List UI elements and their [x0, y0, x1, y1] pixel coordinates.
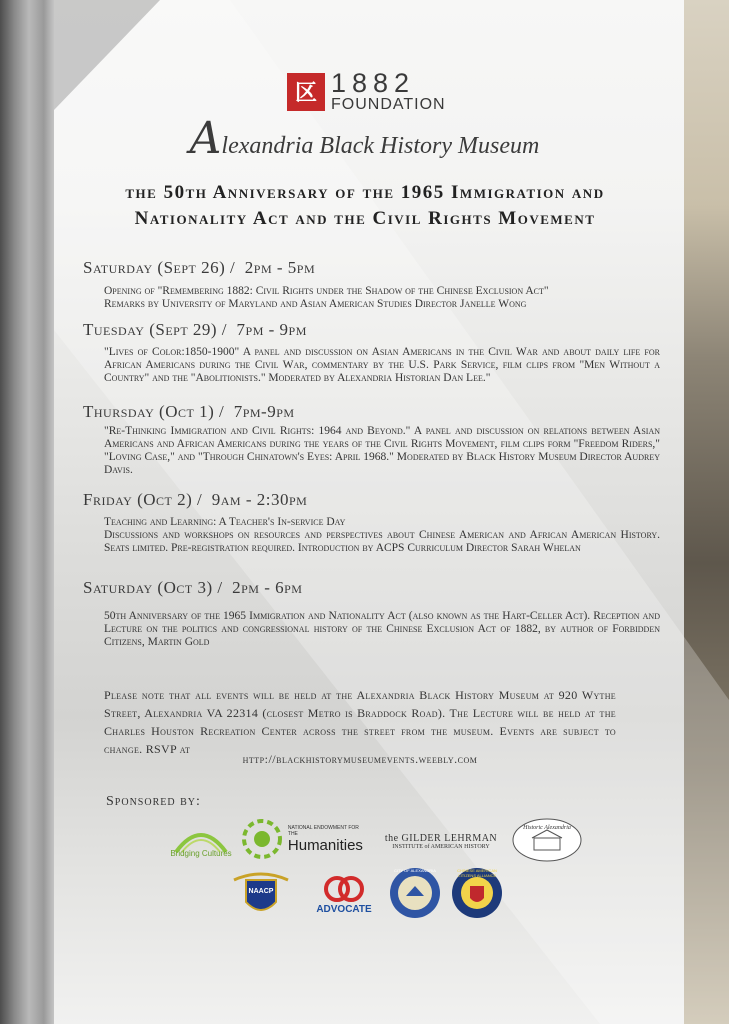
- museum-title-initial: A: [189, 113, 222, 164]
- event-1-day: Saturday (Sept 26) /: [83, 258, 236, 277]
- event-2-body: [104, 346, 660, 385]
- event-2-day: Tuesday (Sept 29) /: [83, 320, 228, 339]
- event-1-time: 2pm - 5pm: [244, 258, 316, 277]
- city-seal-icon: [388, 866, 442, 920]
- event-5-day: Saturday (Oct 3) /: [83, 578, 223, 597]
- logo-year: 1882: [331, 68, 416, 98]
- historic-alexandria-text: Historic Alexandria: [523, 825, 571, 831]
- gilder-line-2: INSTITUTE of AMERICAN HISTORY: [392, 843, 490, 850]
- bridging-cultures-logo: [170, 818, 232, 862]
- neh-big-text: Humanities: [287, 836, 363, 854]
- advocate-circles-icon: [324, 874, 364, 904]
- event-5-body: [104, 610, 660, 649]
- gilder-lehrman-logo: [378, 826, 504, 856]
- naacp-text: NAACP: [248, 888, 274, 895]
- event-1-date: [83, 258, 315, 278]
- event-3-body: [104, 425, 660, 477]
- event-4-date: [83, 490, 307, 510]
- event-2-date: [83, 320, 307, 340]
- neh-small-text: NATIONAL ENDOWMENT FOR THE: [287, 824, 359, 837]
- event-4-day: Friday (Oct 2) /: [83, 490, 203, 509]
- historic-alexandria-logo: [510, 816, 584, 864]
- museum-title: [0, 113, 729, 164]
- event-3-line-1: "Re-Thinking Immigration and Civil Rights: 1964 and Beyond." A panel and discussion on relations between Asian Americans and African Americans during the years of the Civil Rights Movement, film clips form "Freedom Riders," "Loving Case," and "Through Chinatown's Eyes: April 1968." Moderated by Black History Museum Director Audrey Davis.: [104, 425, 660, 476]
- ccba-seal-text: CHINESE AMERICAN CITIZENS ALLIANCE: [457, 868, 497, 878]
- historic-alexandria-seal-icon: [510, 816, 584, 864]
- event-1-body: [104, 285, 660, 311]
- neh-sunburst-icon: [240, 817, 284, 861]
- neh-logo: [240, 816, 370, 862]
- chinese-american-citizens-alliance-seal: [450, 866, 504, 920]
- event-3-date: [83, 402, 295, 422]
- event-2-line-1: "Lives of Color:1850-1900" A panel and discussion on Asian Americans in the Civil War and about daily life for African Americans during the Civil War, commentary by the U.S. Park Service, film clips from "Men Without a Country" and the "Abolitionists." Moderated by Alexandria Historian Dan Lee.": [104, 346, 660, 384]
- logo-foundation: FOUNDATION: [331, 96, 446, 113]
- event-5-line-1: 50th Anniversary of the 1965 Immigration and Nationality Act (also known as the Hart-Celler Act). Reception and Lecture on the politics and congressional history of the Chinese Exclusion Act of 1882, by author of Forbidden Citizens, Martin Gold: [104, 610, 660, 648]
- event-4-time: 9am - 2:30pm: [211, 490, 308, 509]
- event-4-line-2: Discussions and workshops on resources and perspectives about Chinese American and African American History. Seats limited. Pre-registration required. Introduction by ACPS Curriculum Director Sarah Whelan: [104, 529, 660, 554]
- advocate-logo: [312, 870, 376, 918]
- foundation-logo: [287, 70, 446, 113]
- neh-text: [288, 825, 370, 854]
- rsvp-link[interactable]: http://blackhistorymuseumevents.weebly.com: [242, 752, 478, 766]
- event-3-time: 7pm-9pm: [233, 402, 295, 421]
- event-1-line-1: Opening of "Remembering 1882: Civil Rights under the Shadow of the Chinese Exclusion Act": [104, 285, 549, 297]
- event-4-body: [104, 516, 660, 555]
- city-of-alexandria-seal: [388, 866, 442, 920]
- bridging-cultures-text: Bridging Cultures: [170, 849, 232, 858]
- foundation-logo-mark: 区: [287, 73, 325, 111]
- city-seal-text: CITY OF ALEXANDRIA: [394, 868, 436, 873]
- headline-line-2: Nationality Act and the Civil Rights Movement: [134, 208, 596, 229]
- event-1-line-2: Remarks by University of Maryland and Asian American Studies Director Janelle Wong: [104, 298, 527, 310]
- museum-title-rest: lexandria Black History Museum: [221, 133, 540, 159]
- event-3-day: Thursday (Oct 1) /: [83, 402, 225, 421]
- naacp-logo: [230, 866, 292, 922]
- gilder-line-1: the GILDER LEHRMAN: [384, 832, 498, 844]
- event-2-time: 7pm - 9pm: [236, 320, 307, 339]
- headline-line-1: the 50th Anniversary of the 1965 Immigration and: [125, 182, 605, 203]
- event-5-date: [83, 578, 302, 598]
- advocate-text: ADVOCATE: [316, 903, 372, 915]
- event-4-line-1: Teaching and Learning: A Teacher's In-service Day: [104, 516, 346, 528]
- sponsored-by-label: Sponsored by:: [106, 794, 201, 809]
- event-5-time: 2pm - 6pm: [232, 578, 303, 597]
- venue-notice: Please note that all events will be held at the Alexandria Black History Museum at 920 Wythe Street, Alexandria VA 22314 (closest Metro is Braddock Road). The Lecture will be held at the Charles Houston Recreation Center across the street from the museum. Events are subject to change. RSVP at: [104, 688, 616, 756]
- foundation-logo-text: [331, 70, 446, 113]
